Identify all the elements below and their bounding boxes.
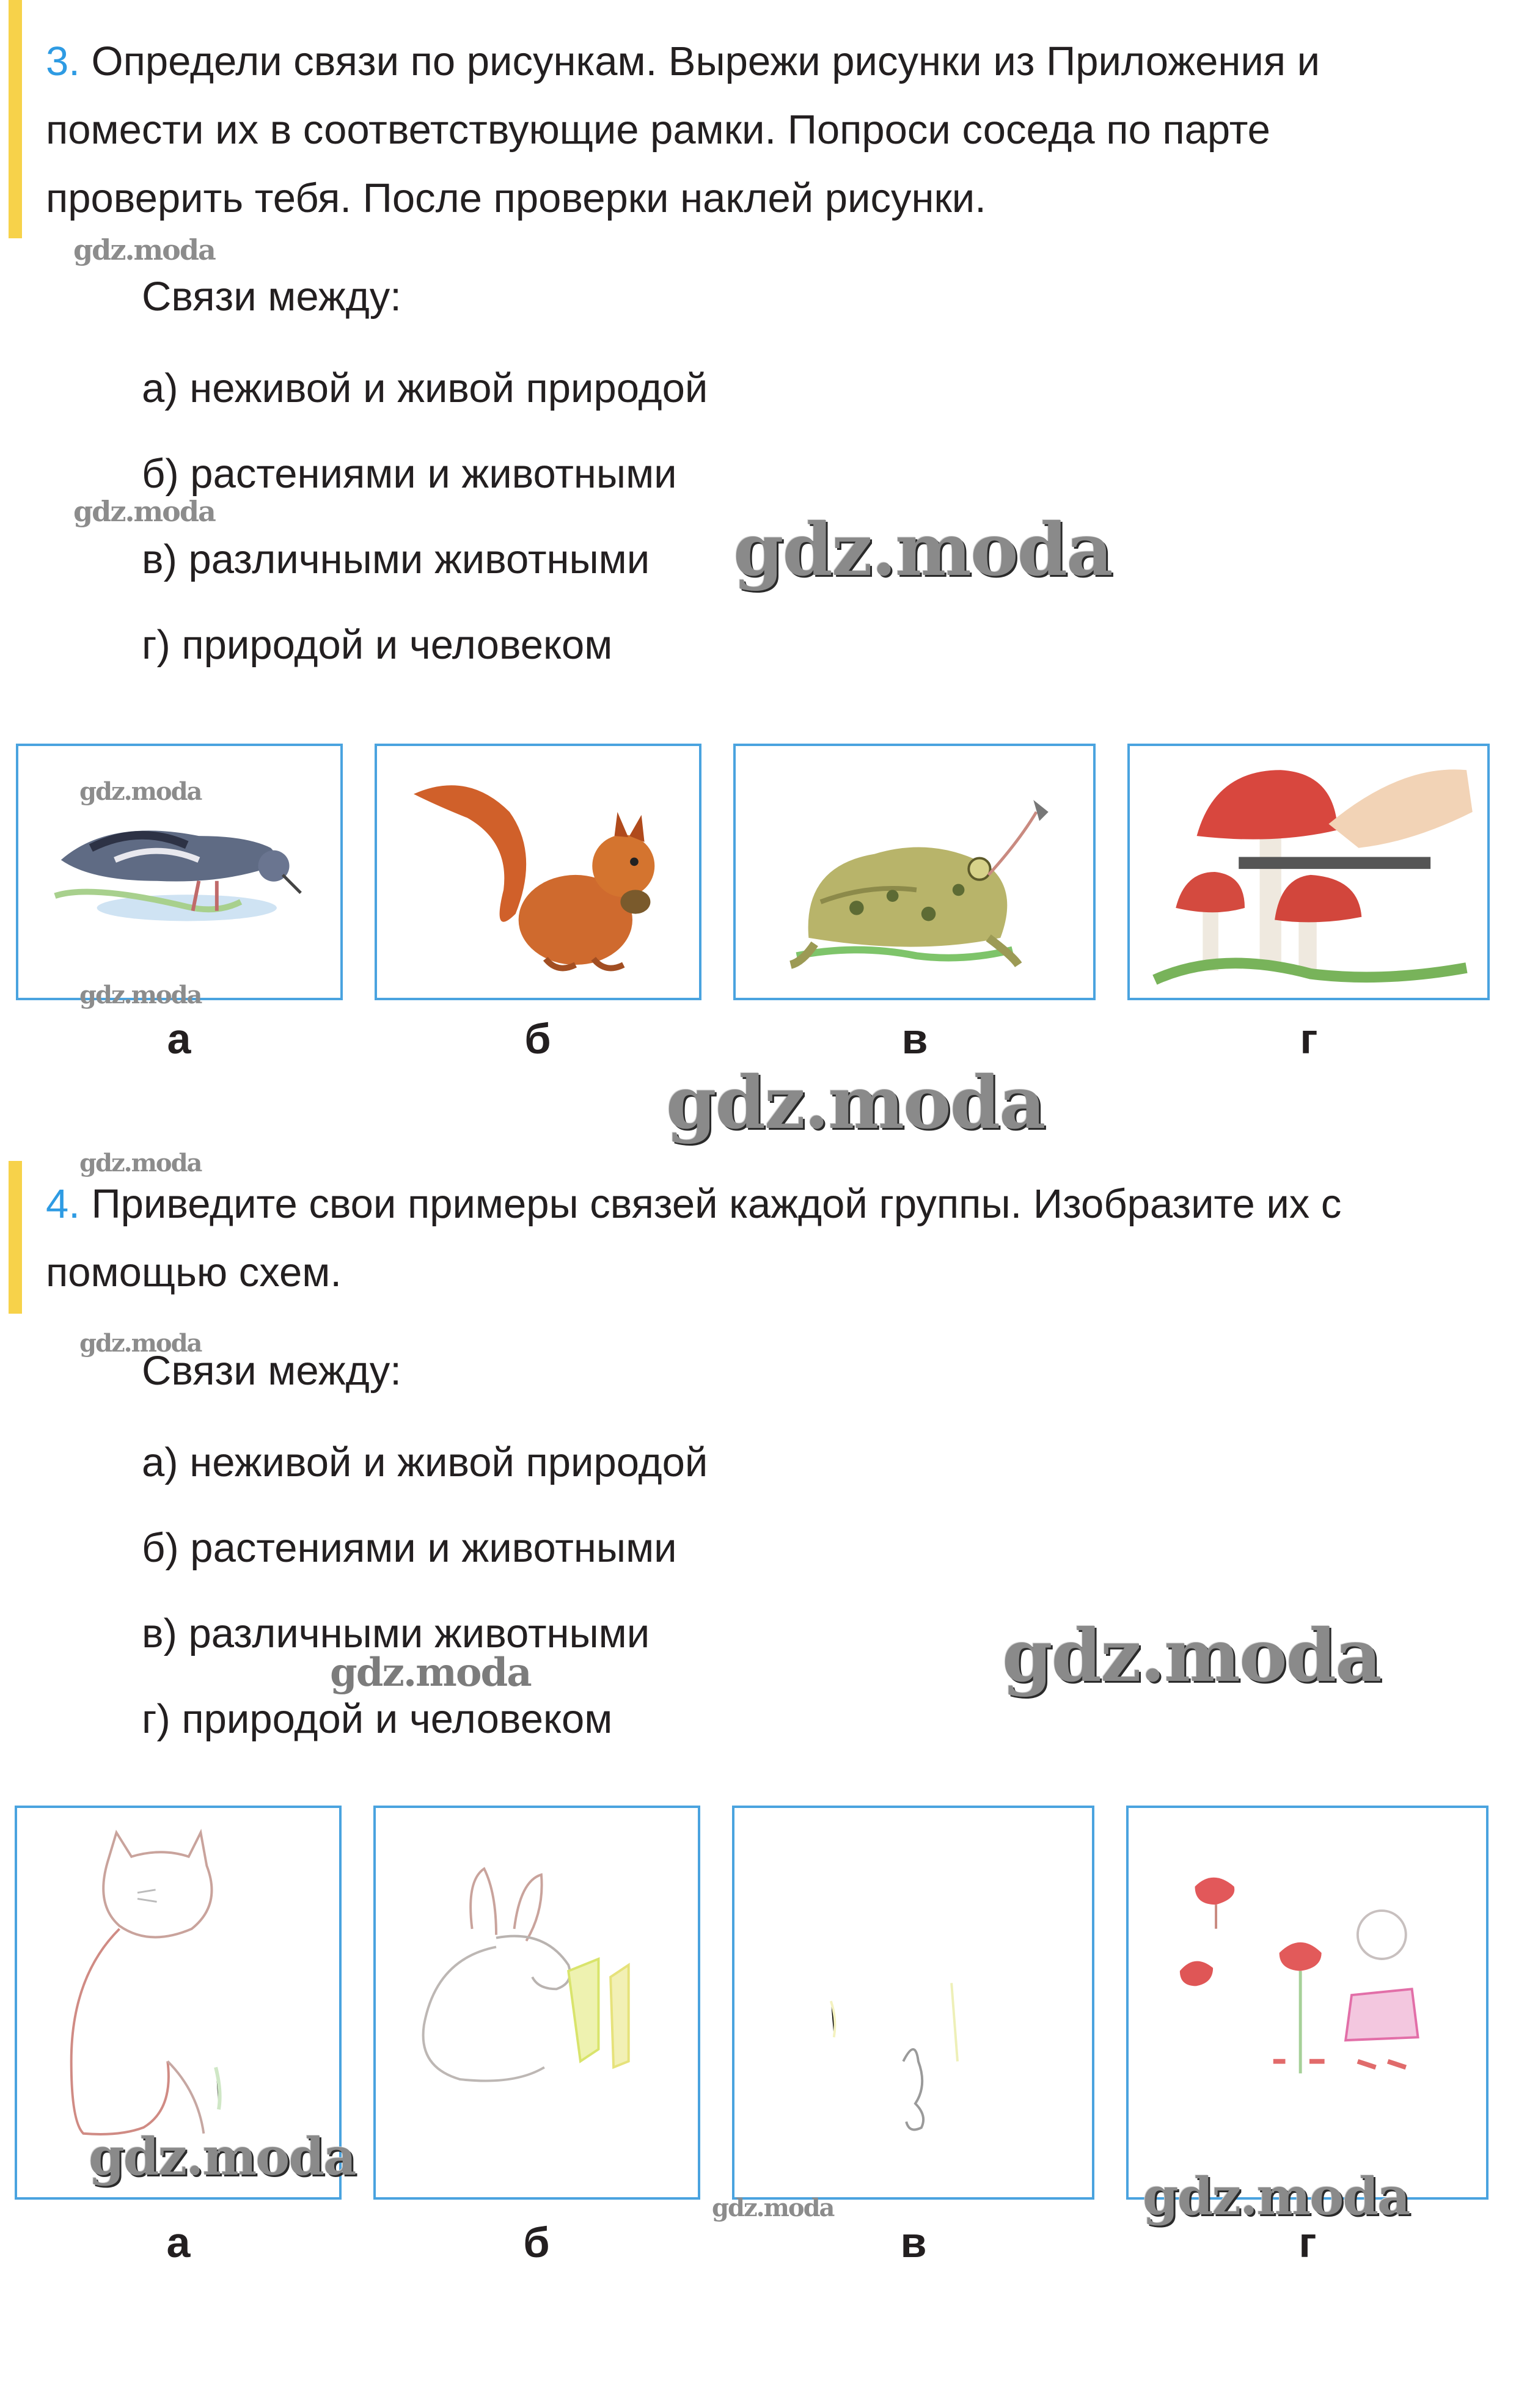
task3-frame-d xyxy=(1127,744,1490,1000)
faint-sketch-drawing xyxy=(734,1808,1092,2197)
task4-item-b: б) растениями и животными xyxy=(142,1525,677,1571)
task3-item-a: а) неживой и живой природой xyxy=(142,365,708,411)
task4-instruction: Приведите свои примеры связей каждой группы. Изобразите их с помощью схем. xyxy=(46,1181,1342,1295)
task4-label-c: в xyxy=(900,2219,927,2266)
task3-text xyxy=(46,27,1476,233)
watermark: gdz.moda xyxy=(79,981,202,1009)
task3-number: 3. xyxy=(46,38,80,84)
watermark: gdz.moda xyxy=(79,1329,202,1358)
task4-frame-d xyxy=(1126,1806,1489,2200)
rabbit-drawing xyxy=(376,1808,698,2197)
task4-heading: Связи между: xyxy=(142,1348,401,1394)
task4-item-d: г) природой и человеком xyxy=(142,1696,613,1742)
task4-text xyxy=(46,1170,1476,1307)
watermark: gdz.moda xyxy=(330,1650,531,1696)
task3-label-b: б xyxy=(524,1015,551,1063)
task4-number: 4. xyxy=(46,1181,80,1227)
watermark: gdz.moda xyxy=(79,777,202,806)
task4-label-b: б xyxy=(523,2219,550,2266)
girl-mushrooms-drawing xyxy=(1129,1808,1486,2197)
task3-frame-c xyxy=(733,744,1096,1000)
task4-frame-c xyxy=(732,1806,1094,2200)
watermark: gdz.moda xyxy=(1002,1613,1381,1698)
frog-image xyxy=(736,746,1093,998)
task3-accent-bar xyxy=(9,0,22,238)
task3-instruction: Определи связи по рисункам. Вырежи рисунки из Приложения и помести их в соответствующие рамки. Попроси соседа по парте проверить тебя. После проверки наклей рисунки. xyxy=(46,38,1320,221)
task3-item-d: г) природой и человеком xyxy=(142,622,613,668)
task4-label-d: г xyxy=(1298,2219,1317,2266)
watermark: gdz.moda xyxy=(89,2126,356,2187)
task4-accent-bar xyxy=(9,1161,22,1314)
task4-frame-b xyxy=(373,1806,700,2200)
watermark: gdz.moda xyxy=(733,507,1112,592)
task4-item-a: а) неживой и живой природой xyxy=(142,1440,708,1485)
task3-item-c: в) различными животными xyxy=(142,536,650,582)
task4-label-a: а xyxy=(166,2219,191,2266)
mushrooms-image xyxy=(1130,746,1487,998)
task3-label-c: в xyxy=(901,1015,928,1063)
task3-label-a: а xyxy=(167,1015,191,1063)
watermark: gdz.moda xyxy=(1143,2166,1410,2227)
watermark: gdz.moda xyxy=(666,1060,1045,1145)
task3-heading: Связи между: xyxy=(142,274,401,320)
watermark: gdz.moda xyxy=(79,1149,202,1177)
watermark: gdz.moda xyxy=(73,233,215,266)
task3-frame-b xyxy=(375,744,701,1000)
watermark: gdz.moda xyxy=(712,2194,834,2222)
watermark: gdz.moda xyxy=(73,495,215,528)
task3-label-d: г xyxy=(1300,1015,1318,1063)
task4-item-c: в) различными животными xyxy=(142,1611,650,1656)
task3-item-b: б) растениями и животными xyxy=(142,451,677,497)
squirrel-image xyxy=(377,746,699,998)
